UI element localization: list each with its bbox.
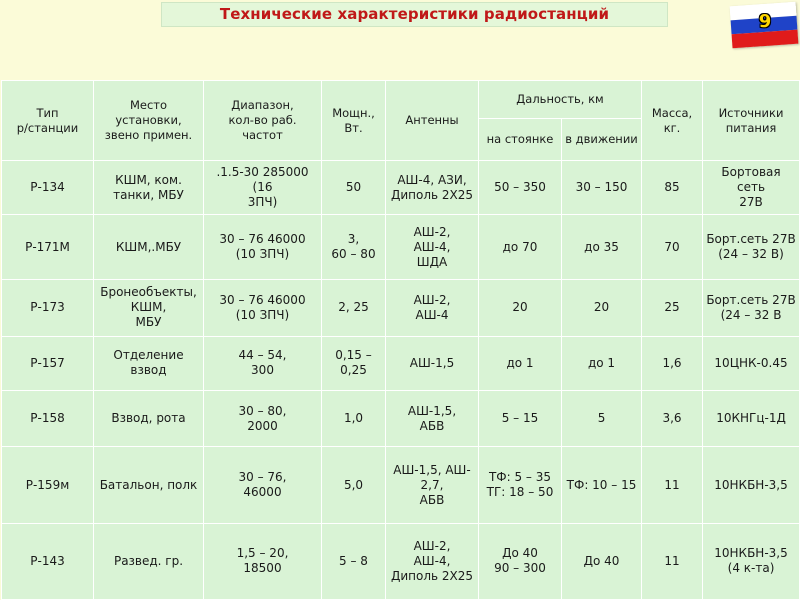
cell-distance-move: до 35	[562, 215, 642, 280]
cell-range: 30 – 80, 2000	[204, 390, 322, 446]
cell-type: Р-134	[2, 161, 94, 215]
header-distance-move: в движении	[562, 119, 642, 161]
cell-antennas: АШ-2, АШ-4, Диполь 2Х25	[386, 523, 479, 599]
cell-type: Р-143	[2, 523, 94, 599]
header-distance-stop: на стоянке	[479, 119, 562, 161]
cell-distance-move: 20	[562, 280, 642, 336]
header-antennas: Антенны	[386, 81, 479, 161]
header-power-source: Источники питания	[703, 81, 800, 161]
cell-distance-move: 30 – 150	[562, 161, 642, 215]
cell-place: Бронеобъекты, КШМ, МБУ	[94, 280, 204, 336]
cell-place: КШМ,.МБУ	[94, 215, 204, 280]
cell-mass: 11	[642, 523, 703, 599]
cell-power-source: 10ЦНК-0.45	[703, 336, 800, 390]
header-power: Мощн., Вт.	[322, 81, 386, 161]
page-title: Технические характеристики радиостанций	[219, 5, 610, 23]
cell-power-source: Борт.сеть 27В (24 – 32 В)	[703, 215, 800, 280]
cell-range: 30 – 76, 46000	[204, 447, 322, 523]
table-row	[2, 280, 800, 336]
cell-range: 1,5 – 20, 18500	[204, 523, 322, 599]
cell-place: Отделение взвод	[94, 336, 204, 390]
cell-range: .1.5-30 285000 (16 3ПЧ)	[204, 161, 322, 215]
cell-power: 3, 60 – 80	[322, 215, 386, 280]
cell-power-source: 10НКБН-3,5	[703, 447, 800, 523]
cell-antennas: АШ-1,5, АБВ	[386, 390, 479, 446]
cell-antennas: АШ-1,5, АШ- 2,7, АБВ	[386, 447, 479, 523]
cell-place: Развед. гр.	[94, 523, 204, 599]
header-place: Место установки, звено примен.	[94, 81, 204, 161]
header-distance: Дальность, км	[479, 81, 642, 119]
cell-mass: 1,6	[642, 336, 703, 390]
header-mass: Масса, кг.	[642, 81, 703, 161]
cell-distance-move: ТФ: 10 – 15	[562, 447, 642, 523]
cell-distance-stop: 20	[479, 280, 562, 336]
cell-antennas: АШ-2, АШ-4	[386, 280, 479, 336]
cell-mass: 3,6	[642, 390, 703, 446]
cell-type: Р-171М	[2, 215, 94, 280]
title-bar	[161, 2, 668, 27]
cell-mass: 25	[642, 280, 703, 336]
cell-power: 2, 25	[322, 280, 386, 336]
cell-distance-stop: 50 – 350	[479, 161, 562, 215]
cell-type: Р-158	[2, 390, 94, 446]
cell-range: 44 – 54, 300	[204, 336, 322, 390]
cell-power-source: Борт.сеть 27В (24 – 32 В	[703, 280, 800, 336]
cell-power-source: 10НКБН-3,5 (4 к-та)	[703, 523, 800, 599]
cell-mass: 85	[642, 161, 703, 215]
radio-specs-table	[1, 80, 800, 600]
cell-power: 5,0	[322, 447, 386, 523]
cell-place: КШМ, ком. танки, МБУ	[94, 161, 204, 215]
cell-type: Р-157	[2, 336, 94, 390]
cell-antennas: АШ-2, АШ-4, ШДА	[386, 215, 479, 280]
cell-distance-stop: до 70	[479, 215, 562, 280]
table-row	[2, 390, 800, 446]
cell-range: 30 – 76 46000 (10 ЗПЧ)	[204, 280, 322, 336]
cell-distance-stop: до 1	[479, 336, 562, 390]
cell-place: Батальон, полк	[94, 447, 204, 523]
slide-number: 9	[758, 11, 772, 32]
cell-power: 50	[322, 161, 386, 215]
cell-power: 5 – 8	[322, 523, 386, 599]
header-type: Тип р/станции	[2, 81, 94, 161]
cell-distance-move: 5	[562, 390, 642, 446]
cell-power: 1,0	[322, 390, 386, 446]
table-body	[2, 161, 800, 600]
cell-power: 0,15 – 0,25	[322, 336, 386, 390]
cell-distance-move: До 40	[562, 523, 642, 599]
cell-power-source: Бортовая сеть 27В	[703, 161, 800, 215]
table-row	[2, 447, 800, 523]
cell-mass: 70	[642, 215, 703, 280]
cell-antennas: АШ-4, АЗИ, Диполь 2Х25	[386, 161, 479, 215]
table-row	[2, 161, 800, 215]
header-range: Диапазон, кол-во раб. частот	[204, 81, 322, 161]
cell-type: Р-159м	[2, 447, 94, 523]
cell-power-source: 10КНГц-1Д	[703, 390, 800, 446]
cell-range: 30 – 76 46000 (10 ЗПЧ)	[204, 215, 322, 280]
table-row	[2, 523, 800, 599]
table-row	[2, 215, 800, 280]
cell-place: Взвод, рота	[94, 390, 204, 446]
cell-distance-stop: 5 – 15	[479, 390, 562, 446]
cell-distance-stop: ТФ: 5 – 35 ТГ: 18 – 50	[479, 447, 562, 523]
cell-antennas: АШ-1,5	[386, 336, 479, 390]
cell-type: Р-173	[2, 280, 94, 336]
table-row	[2, 336, 800, 390]
cell-distance-move: до 1	[562, 336, 642, 390]
cell-distance-stop: До 40 90 – 300	[479, 523, 562, 599]
cell-mass: 11	[642, 447, 703, 523]
